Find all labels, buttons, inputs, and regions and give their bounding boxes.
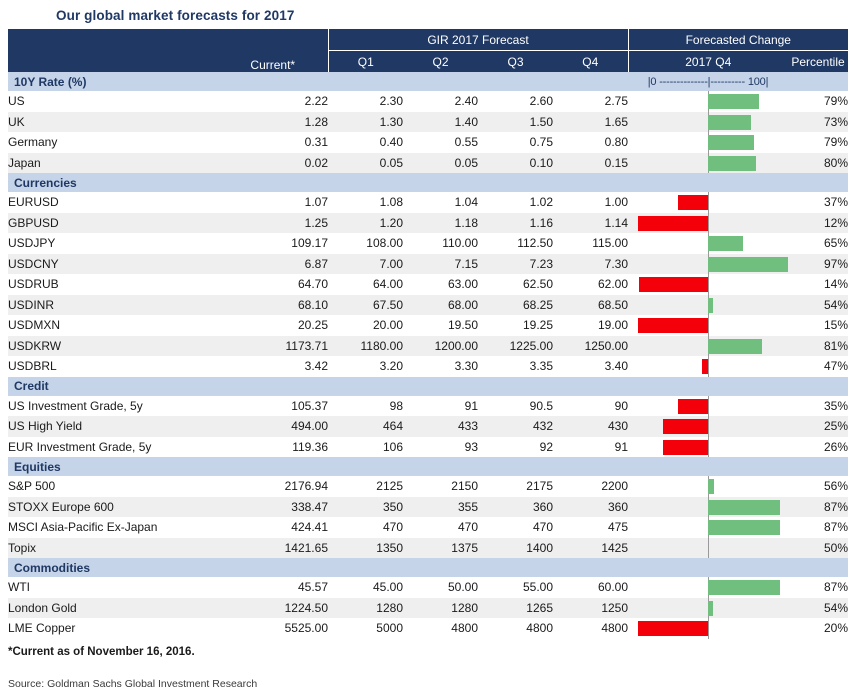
cell-q4: 1425 bbox=[553, 538, 628, 559]
section-label: Commodities bbox=[8, 558, 218, 577]
cell-q1: 350 bbox=[328, 497, 403, 518]
table-row bbox=[8, 192, 848, 213]
row-label: LME Copper bbox=[8, 618, 218, 639]
cell-q3: 2.60 bbox=[478, 91, 553, 112]
row-label: S&P 500 bbox=[8, 476, 218, 497]
cell-current: 0.31 bbox=[218, 132, 328, 153]
section-row bbox=[8, 173, 848, 192]
header-blank-2 bbox=[8, 51, 218, 73]
cell-percentile: 87% bbox=[788, 577, 848, 598]
change-bar bbox=[708, 339, 762, 354]
cell-q4: 0.15 bbox=[553, 153, 628, 174]
cell-current: 3.42 bbox=[218, 356, 328, 377]
cell-q2: 91 bbox=[403, 396, 478, 417]
table-row bbox=[8, 91, 848, 112]
change-bar bbox=[708, 580, 780, 595]
cell-q1: 3.20 bbox=[328, 356, 403, 377]
cell-percentile: 97% bbox=[788, 254, 848, 275]
cell-q2: 3.30 bbox=[403, 356, 478, 377]
header-forecast-group: GIR 2017 Forecast bbox=[328, 29, 628, 51]
cell-q3: 360 bbox=[478, 497, 553, 518]
table-body bbox=[8, 72, 848, 639]
table-row bbox=[8, 396, 848, 417]
cell-change-bar bbox=[628, 538, 788, 559]
row-label: EURUSD bbox=[8, 192, 218, 213]
cell-change-bar bbox=[628, 577, 788, 598]
cell-change-bar bbox=[628, 476, 788, 497]
change-bar bbox=[663, 440, 708, 455]
table-row bbox=[8, 497, 848, 518]
cell-q1: 7.00 bbox=[328, 254, 403, 275]
cell-q3: 1.50 bbox=[478, 112, 553, 133]
cell-change-bar bbox=[628, 192, 788, 213]
cell-q1: 98 bbox=[328, 396, 403, 417]
section-blank-pct bbox=[788, 72, 848, 91]
cell-q2: 470 bbox=[403, 517, 478, 538]
cell-change-bar bbox=[628, 336, 788, 357]
section-blank bbox=[218, 457, 628, 476]
cell-q3: 62.50 bbox=[478, 274, 553, 295]
header-group-row bbox=[8, 29, 848, 51]
section-row bbox=[8, 558, 848, 577]
cell-q2: 4800 bbox=[403, 618, 478, 639]
row-label: USDINR bbox=[8, 295, 218, 316]
zero-line bbox=[708, 356, 709, 377]
change-bar bbox=[708, 257, 788, 272]
cell-change-bar bbox=[628, 274, 788, 295]
cell-q3: 0.10 bbox=[478, 153, 553, 174]
cell-q1: 1.08 bbox=[328, 192, 403, 213]
table-row bbox=[8, 356, 848, 377]
cell-q2: 2150 bbox=[403, 476, 478, 497]
cell-q3: 55.00 bbox=[478, 577, 553, 598]
cell-current: 424.41 bbox=[218, 517, 328, 538]
table-row bbox=[8, 416, 848, 437]
cell-q3: 19.25 bbox=[478, 315, 553, 336]
section-blank-bar bbox=[628, 457, 788, 476]
cell-change-bar bbox=[628, 497, 788, 518]
cell-change-bar bbox=[628, 437, 788, 458]
cell-q4: 115.00 bbox=[553, 233, 628, 254]
table-row bbox=[8, 476, 848, 497]
scale-legend: |0 --------------|---------- 100| bbox=[628, 72, 788, 91]
section-blank-bar bbox=[628, 377, 788, 396]
cell-q1: 106 bbox=[328, 437, 403, 458]
change-bar bbox=[663, 419, 708, 434]
change-bar bbox=[708, 94, 759, 109]
cell-q4: 90 bbox=[553, 396, 628, 417]
zero-line bbox=[708, 315, 709, 336]
table-row bbox=[8, 437, 848, 458]
cell-q2: 1.40 bbox=[403, 112, 478, 133]
header-percentile: Percentile bbox=[788, 51, 848, 73]
cell-change-bar bbox=[628, 213, 788, 234]
cell-change-bar bbox=[628, 517, 788, 538]
cell-q4: 2200 bbox=[553, 476, 628, 497]
cell-percentile: 87% bbox=[788, 497, 848, 518]
change-bar bbox=[708, 479, 714, 494]
table-row bbox=[8, 315, 848, 336]
cell-percentile: 25% bbox=[788, 416, 848, 437]
cell-change-bar bbox=[628, 132, 788, 153]
table-row bbox=[8, 618, 848, 639]
cell-change-bar bbox=[628, 233, 788, 254]
cell-q4: 19.00 bbox=[553, 315, 628, 336]
cell-q1: 1.30 bbox=[328, 112, 403, 133]
row-label: London Gold bbox=[8, 598, 218, 619]
cell-q3: 112.50 bbox=[478, 233, 553, 254]
change-bar bbox=[708, 115, 751, 130]
zero-line bbox=[708, 396, 709, 417]
zero-line bbox=[708, 618, 709, 639]
section-blank bbox=[218, 173, 628, 192]
cell-q4: 4800 bbox=[553, 618, 628, 639]
row-label: USDJPY bbox=[8, 233, 218, 254]
change-bar bbox=[678, 195, 708, 210]
cell-change-bar bbox=[628, 153, 788, 174]
table-row bbox=[8, 274, 848, 295]
row-label: Topix bbox=[8, 538, 218, 559]
cell-q4: 3.40 bbox=[553, 356, 628, 377]
table-row bbox=[8, 598, 848, 619]
cell-change-bar bbox=[628, 618, 788, 639]
header-q1: Q1 bbox=[328, 51, 403, 73]
cell-q2: 93 bbox=[403, 437, 478, 458]
cell-percentile: 26% bbox=[788, 437, 848, 458]
cell-q3: 1265 bbox=[478, 598, 553, 619]
row-label: USDKRW bbox=[8, 336, 218, 357]
cell-current: 119.36 bbox=[218, 437, 328, 458]
cell-percentile: 81% bbox=[788, 336, 848, 357]
cell-q4: 2.75 bbox=[553, 91, 628, 112]
row-label: US Investment Grade, 5y bbox=[8, 396, 218, 417]
zero-line bbox=[708, 538, 709, 559]
change-bar bbox=[678, 399, 708, 414]
cell-change-bar bbox=[628, 315, 788, 336]
cell-q4: 68.50 bbox=[553, 295, 628, 316]
page-title: Our global market forecasts for 2017 bbox=[56, 8, 295, 23]
table-row bbox=[8, 336, 848, 357]
cell-change-bar bbox=[628, 396, 788, 417]
table-row bbox=[8, 517, 848, 538]
row-label: Germany bbox=[8, 132, 218, 153]
cell-change-bar bbox=[628, 416, 788, 437]
cell-q3: 68.25 bbox=[478, 295, 553, 316]
header-current: Current* bbox=[218, 29, 328, 72]
cell-current: 6.87 bbox=[218, 254, 328, 275]
cell-q4: 1.14 bbox=[553, 213, 628, 234]
cell-percentile: 37% bbox=[788, 192, 848, 213]
cell-current: 105.37 bbox=[218, 396, 328, 417]
header-subrow bbox=[8, 51, 848, 73]
cell-percentile: 47% bbox=[788, 356, 848, 377]
cell-q2: 110.00 bbox=[403, 233, 478, 254]
cell-current: 20.25 bbox=[218, 315, 328, 336]
change-bar bbox=[708, 500, 780, 515]
change-bar bbox=[708, 156, 756, 171]
cell-change-bar bbox=[628, 295, 788, 316]
table-row bbox=[8, 132, 848, 153]
cell-percentile: 56% bbox=[788, 476, 848, 497]
cell-q3: 92 bbox=[478, 437, 553, 458]
cell-q4: 360 bbox=[553, 497, 628, 518]
cell-q4: 0.80 bbox=[553, 132, 628, 153]
header-q4: Q4 bbox=[553, 51, 628, 73]
header-change-2017q4: 2017 Q4 bbox=[628, 51, 788, 73]
cell-q4: 1.65 bbox=[553, 112, 628, 133]
row-label: USDRUB bbox=[8, 274, 218, 295]
row-label: USDBRL bbox=[8, 356, 218, 377]
cell-q1: 0.05 bbox=[328, 153, 403, 174]
section-label: Currencies bbox=[8, 173, 218, 192]
header-change-group: Forecasted Change bbox=[628, 29, 848, 51]
table-row bbox=[8, 112, 848, 133]
cell-q2: 433 bbox=[403, 416, 478, 437]
cell-current: 2.22 bbox=[218, 91, 328, 112]
row-label: US bbox=[8, 91, 218, 112]
cell-q1: 1.20 bbox=[328, 213, 403, 234]
cell-q4: 62.00 bbox=[553, 274, 628, 295]
section-label: Equities bbox=[8, 457, 218, 476]
row-label: US High Yield bbox=[8, 416, 218, 437]
cell-q4: 91 bbox=[553, 437, 628, 458]
cell-q1: 464 bbox=[328, 416, 403, 437]
change-bar bbox=[638, 621, 708, 636]
cell-current: 1.28 bbox=[218, 112, 328, 133]
section-label: Credit bbox=[8, 377, 218, 396]
cell-percentile: 20% bbox=[788, 618, 848, 639]
table-row bbox=[8, 153, 848, 174]
zero-line bbox=[708, 274, 709, 295]
table-row bbox=[8, 213, 848, 234]
cell-change-bar bbox=[628, 254, 788, 275]
cell-q1: 108.00 bbox=[328, 233, 403, 254]
cell-q4: 60.00 bbox=[553, 577, 628, 598]
cell-current: 338.47 bbox=[218, 497, 328, 518]
cell-q1: 5000 bbox=[328, 618, 403, 639]
cell-q4: 1250 bbox=[553, 598, 628, 619]
cell-percentile: 87% bbox=[788, 517, 848, 538]
cell-current: 2176.94 bbox=[218, 476, 328, 497]
cell-q1: 1350 bbox=[328, 538, 403, 559]
cell-q2: 63.00 bbox=[403, 274, 478, 295]
cell-q1: 67.50 bbox=[328, 295, 403, 316]
cell-percentile: 54% bbox=[788, 295, 848, 316]
cell-percentile: 79% bbox=[788, 91, 848, 112]
cell-q2: 0.05 bbox=[403, 153, 478, 174]
cell-q1: 2125 bbox=[328, 476, 403, 497]
section-blank bbox=[218, 72, 628, 91]
cell-q3: 3.35 bbox=[478, 356, 553, 377]
cell-q4: 1.00 bbox=[553, 192, 628, 213]
cell-current: 1.25 bbox=[218, 213, 328, 234]
section-blank-bar bbox=[628, 173, 788, 192]
cell-q3: 90.5 bbox=[478, 396, 553, 417]
row-label: UK bbox=[8, 112, 218, 133]
zero-line bbox=[708, 213, 709, 234]
cell-q3: 470 bbox=[478, 517, 553, 538]
change-bar bbox=[708, 236, 743, 251]
cell-q2: 7.15 bbox=[403, 254, 478, 275]
section-row bbox=[8, 72, 848, 91]
cell-q3: 1400 bbox=[478, 538, 553, 559]
cell-q4: 7.30 bbox=[553, 254, 628, 275]
row-label: WTI bbox=[8, 577, 218, 598]
cell-q1: 20.00 bbox=[328, 315, 403, 336]
cell-q3: 1225.00 bbox=[478, 336, 553, 357]
header-blank bbox=[8, 29, 218, 51]
cell-change-bar bbox=[628, 112, 788, 133]
cell-q4: 475 bbox=[553, 517, 628, 538]
cell-q3: 1.02 bbox=[478, 192, 553, 213]
cell-q2: 1200.00 bbox=[403, 336, 478, 357]
table-row bbox=[8, 295, 848, 316]
cell-q4: 1250.00 bbox=[553, 336, 628, 357]
table-row bbox=[8, 577, 848, 598]
cell-q2: 1280 bbox=[403, 598, 478, 619]
cell-q3: 7.23 bbox=[478, 254, 553, 275]
change-bar bbox=[708, 601, 713, 616]
cell-q1: 64.00 bbox=[328, 274, 403, 295]
zero-line bbox=[708, 192, 709, 213]
footnote: *Current as of November 16, 2016. bbox=[8, 645, 195, 658]
cell-q1: 2.30 bbox=[328, 91, 403, 112]
cell-percentile: 80% bbox=[788, 153, 848, 174]
cell-current: 5525.00 bbox=[218, 618, 328, 639]
cell-percentile: 73% bbox=[788, 112, 848, 133]
cell-q1: 1180.00 bbox=[328, 336, 403, 357]
row-label: Japan bbox=[8, 153, 218, 174]
header-q2: Q2 bbox=[403, 51, 478, 73]
cell-q1: 470 bbox=[328, 517, 403, 538]
cell-percentile: 12% bbox=[788, 213, 848, 234]
row-label: MSCI Asia-Pacific Ex-Japan bbox=[8, 517, 218, 538]
row-label: USDCNY bbox=[8, 254, 218, 275]
cell-q3: 2175 bbox=[478, 476, 553, 497]
change-bar bbox=[638, 318, 708, 333]
cell-q2: 2.40 bbox=[403, 91, 478, 112]
change-bar bbox=[702, 359, 708, 374]
zero-line bbox=[708, 437, 709, 458]
cell-q2: 0.55 bbox=[403, 132, 478, 153]
section-blank-pct bbox=[788, 173, 848, 192]
cell-q3: 1.16 bbox=[478, 213, 553, 234]
cell-current: 1173.71 bbox=[218, 336, 328, 357]
row-label: USDMXN bbox=[8, 315, 218, 336]
cell-q1: 45.00 bbox=[328, 577, 403, 598]
cell-q2: 50.00 bbox=[403, 577, 478, 598]
section-blank bbox=[218, 558, 628, 577]
cell-q2: 355 bbox=[403, 497, 478, 518]
table-row bbox=[8, 233, 848, 254]
change-bar bbox=[708, 135, 754, 150]
section-blank-bar bbox=[628, 558, 788, 577]
section-blank-pct bbox=[788, 558, 848, 577]
section-row bbox=[8, 377, 848, 396]
section-label: 10Y Rate (%) bbox=[8, 72, 218, 91]
cell-current: 1421.65 bbox=[218, 538, 328, 559]
zero-line bbox=[708, 416, 709, 437]
cell-q1: 1280 bbox=[328, 598, 403, 619]
cell-q2: 1375 bbox=[403, 538, 478, 559]
cell-q2: 68.00 bbox=[403, 295, 478, 316]
cell-change-bar bbox=[628, 356, 788, 377]
cell-percentile: 54% bbox=[788, 598, 848, 619]
section-blank bbox=[218, 377, 628, 396]
cell-q3: 432 bbox=[478, 416, 553, 437]
cell-change-bar bbox=[628, 598, 788, 619]
table-header bbox=[8, 29, 848, 72]
row-label: GBPUSD bbox=[8, 213, 218, 234]
cell-current: 64.70 bbox=[218, 274, 328, 295]
section-blank-pct bbox=[788, 377, 848, 396]
change-bar bbox=[638, 216, 708, 231]
cell-q3: 0.75 bbox=[478, 132, 553, 153]
cell-percentile: 65% bbox=[788, 233, 848, 254]
cell-current: 0.02 bbox=[218, 153, 328, 174]
table-row bbox=[8, 538, 848, 559]
row-label: STOXX Europe 600 bbox=[8, 497, 218, 518]
row-label: EUR Investment Grade, 5y bbox=[8, 437, 218, 458]
cell-q3: 4800 bbox=[478, 618, 553, 639]
cell-current: 109.17 bbox=[218, 233, 328, 254]
cell-current: 1224.50 bbox=[218, 598, 328, 619]
cell-change-bar bbox=[628, 91, 788, 112]
cell-current: 68.10 bbox=[218, 295, 328, 316]
section-row bbox=[8, 457, 848, 476]
cell-q2: 1.04 bbox=[403, 192, 478, 213]
cell-percentile: 35% bbox=[788, 396, 848, 417]
cell-percentile: 15% bbox=[788, 315, 848, 336]
table-row bbox=[8, 254, 848, 275]
change-bar bbox=[708, 298, 713, 313]
cell-current: 494.00 bbox=[218, 416, 328, 437]
cell-q2: 1.18 bbox=[403, 213, 478, 234]
source-line: Source: Goldman Sachs Global Investment Research bbox=[8, 677, 258, 690]
change-bar bbox=[639, 277, 708, 292]
header-q3: Q3 bbox=[478, 51, 553, 73]
section-blank-pct bbox=[788, 457, 848, 476]
forecast-table bbox=[8, 29, 848, 639]
cell-q4: 430 bbox=[553, 416, 628, 437]
cell-percentile: 79% bbox=[788, 132, 848, 153]
cell-current: 1.07 bbox=[218, 192, 328, 213]
change-bar bbox=[708, 520, 780, 535]
cell-q1: 0.40 bbox=[328, 132, 403, 153]
cell-current: 45.57 bbox=[218, 577, 328, 598]
cell-percentile: 50% bbox=[788, 538, 848, 559]
cell-q2: 19.50 bbox=[403, 315, 478, 336]
cell-percentile: 14% bbox=[788, 274, 848, 295]
